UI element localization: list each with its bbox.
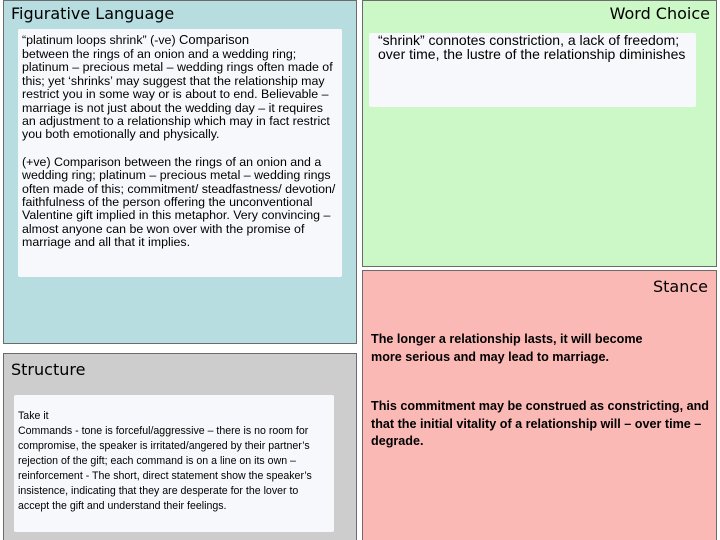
word-choice-quote: “shrink”	[378, 32, 425, 48]
figurative-quote: “platinum loops shrink”	[22, 33, 147, 47]
figurative-language-panel	[3, 0, 357, 344]
figurative-paragraph-2: (+ve) Comparison between the rings of an onion and a wedding ring; platinum – precious metal – wedding rings often made of this; commitment/ steadfastness/ devotion/ faithfulness of the person offering the unconventional Valentine gift implied in this metaphor. Very convincing – almost anyone can be won over with the promise of marriage and all that it implies.	[22, 154, 336, 250]
word-choice-panel	[362, 0, 717, 267]
structure-panel	[3, 353, 357, 540]
figurative-language-heading: Figurative Language	[11, 4, 175, 23]
stance-heading: Stance	[652, 277, 708, 296]
word-choice-body: connotes constriction, a lack of freedom; over time, the lustre of the relationship diminishes	[378, 32, 686, 62]
word-choice-note	[369, 33, 696, 107]
figurative-paragraph-1: between the rings of an onion and a wedding ring; platinum – precious metal – wedding rings often made of this; yet ‘shrinks’ may suggest that the relationship may restrict you in some way or is about to end. Believable – marriage is not just about the wedding day – it requires an adjustment to a relationship which may in fact restrict you both emotionally and physically.	[22, 47, 333, 142]
word-choice-heading: Word Choice	[609, 4, 710, 23]
structure-note	[14, 395, 334, 532]
structure-heading: Structure	[11, 360, 86, 379]
paragraph-spacer	[22, 142, 338, 156]
structure-text: Commands - tone is forceful/aggressive – there is no room for compromise, the speaker is irritated/angered by their partner’s rejection of the gift; each command is on a line on its own – reinforcement - The short, direct statement show the speaker’s insistence, indicating that they are desperate for the lover to accept the gift and understand their feelings.	[18, 425, 312, 512]
stance-panel	[362, 270, 717, 540]
figurative-comparison: Comparison	[179, 32, 250, 47]
structure-subheading: Take it	[18, 410, 49, 422]
stance-paragraph-1: The longer a relationship lasts, it will become more serious and may lead to marriage.	[371, 332, 643, 364]
figurative-tag: (-ve)	[146, 33, 180, 47]
figurative-language-note	[18, 29, 342, 277]
figurative-lead	[22, 32, 338, 48]
stance-paragraph-2: This commitment may be construed as constricting, and that the initial vitality of a relationship will – over time –degrade.	[371, 399, 710, 448]
word-choice-text	[378, 33, 687, 61]
